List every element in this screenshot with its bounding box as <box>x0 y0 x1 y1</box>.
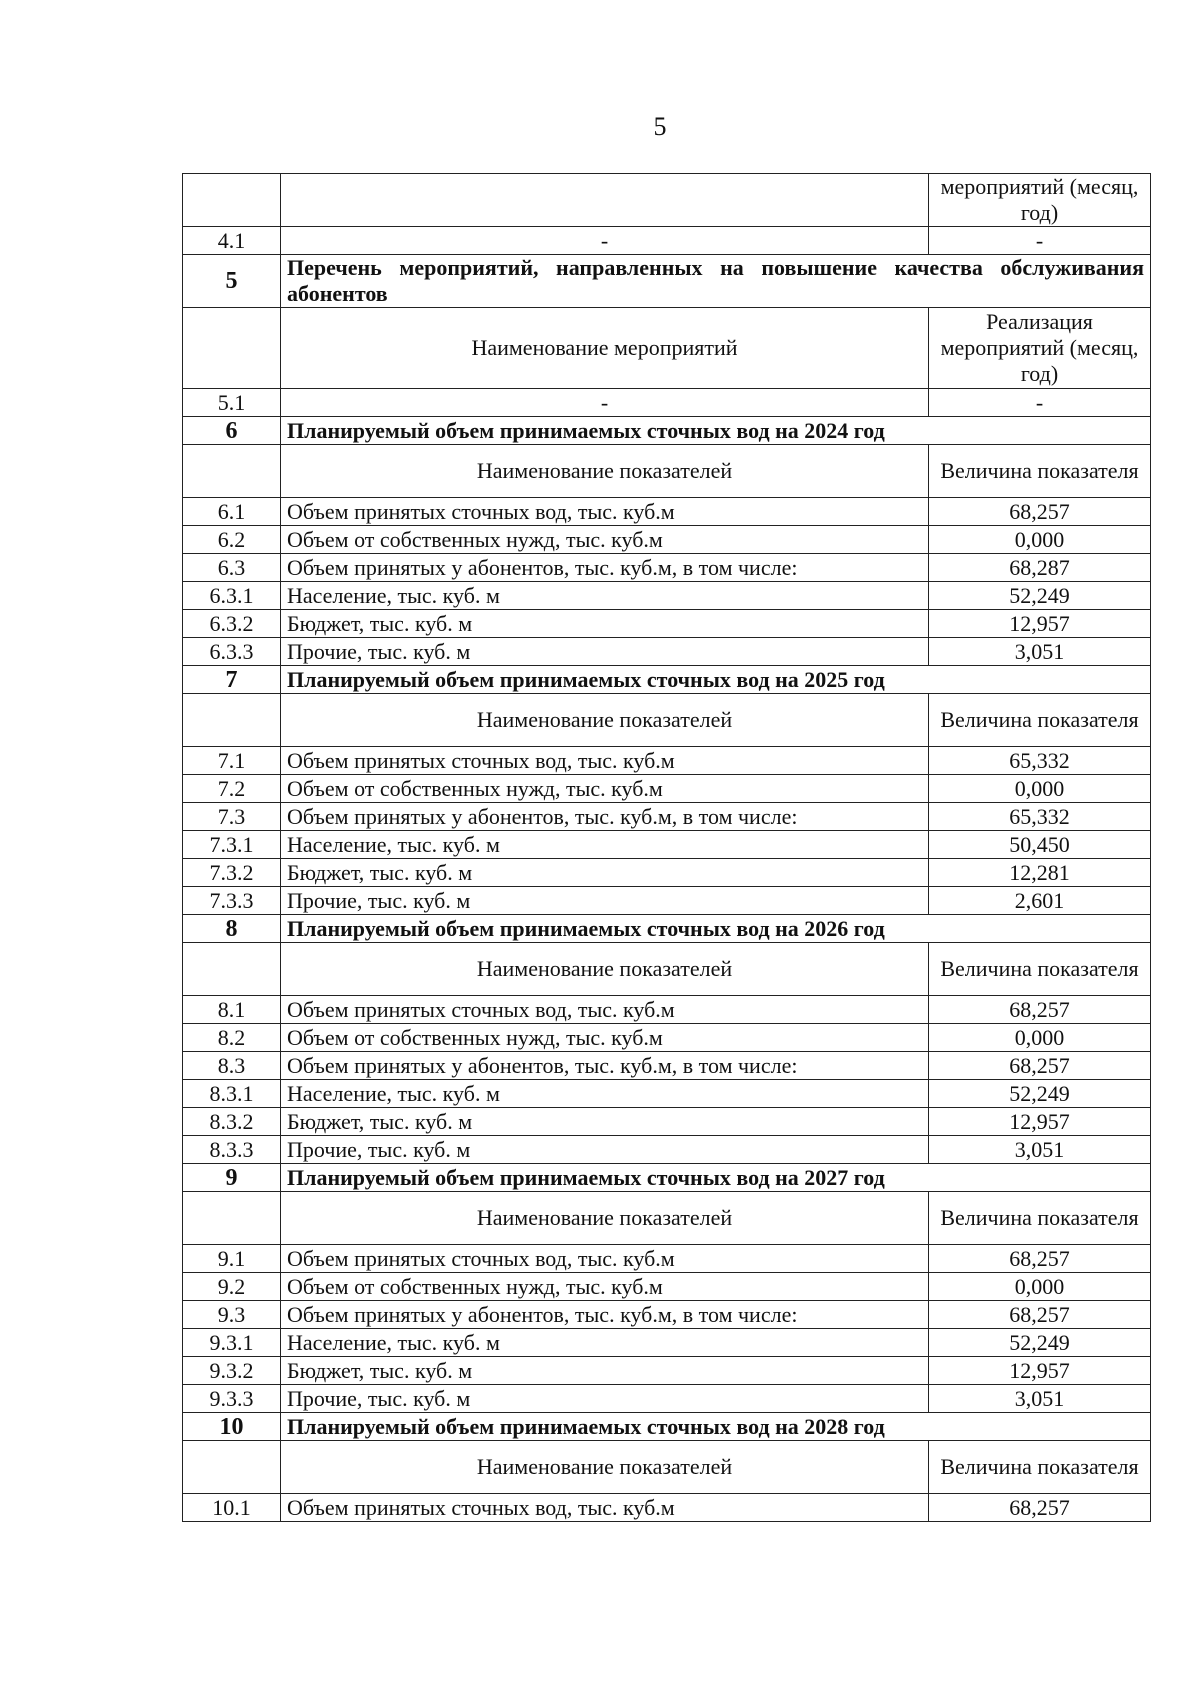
row-number: 8.3 <box>183 1052 281 1080</box>
section-header-row <box>183 1413 1151 1441</box>
column-header-name: Наименование показателей <box>281 445 929 498</box>
row-name: Прочие, тыс. куб. м <box>281 887 929 915</box>
column-header-name: Наименование показателей <box>281 1441 929 1494</box>
section-number: 8 <box>183 915 281 943</box>
row-name: Объем принятых сточных вод, тыс. куб.м <box>281 1245 929 1273</box>
cell-empty <box>183 943 281 996</box>
row-value: 52,249 <box>929 582 1151 610</box>
row-number: 9.3 <box>183 1301 281 1329</box>
row-number: 7.3.3 <box>183 887 281 915</box>
row-number: 7.3.2 <box>183 859 281 887</box>
column-header-row <box>183 1192 1151 1245</box>
table-row <box>183 859 1151 887</box>
row-number: 6.3 <box>183 554 281 582</box>
table-row <box>183 1052 1151 1080</box>
row-number: 7.1 <box>183 747 281 775</box>
table-row <box>183 582 1151 610</box>
row-number: 7.3.1 <box>183 831 281 859</box>
row-value: 68,257 <box>929 1301 1151 1329</box>
cell-empty <box>183 445 281 498</box>
measures-table <box>182 173 1151 1522</box>
row-number: 8.3.1 <box>183 1080 281 1108</box>
table-row <box>183 996 1151 1024</box>
row-number: 9.3.3 <box>183 1385 281 1413</box>
row-name: Объем от собственных нужд, тыс. куб.м <box>281 1024 929 1052</box>
row-number: 9.2 <box>183 1273 281 1301</box>
row-value: 68,257 <box>929 1245 1151 1273</box>
row-value: 3,051 <box>929 1385 1151 1413</box>
row-number: 8.3.3 <box>183 1136 281 1164</box>
column-header-row <box>183 694 1151 747</box>
table-row <box>183 610 1151 638</box>
row-name: Объем принятых сточных вод, тыс. куб.м <box>281 1494 929 1522</box>
row-name: Объем от собственных нужд, тыс. куб.м <box>281 1273 929 1301</box>
row-name: Объем от собственных нужд, тыс. куб.м <box>281 526 929 554</box>
row-number: 5.1 <box>183 389 281 417</box>
row-name: Объем принятых у абонентов, тыс. куб.м, в том числе: <box>281 1052 929 1080</box>
row-number: 9.1 <box>183 1245 281 1273</box>
column-header-name: Наименование показателей <box>281 694 929 747</box>
section-header-row <box>183 666 1151 694</box>
row-value: - <box>929 227 1151 255</box>
row-name: Объем принятых сточных вод, тыс. куб.м <box>281 996 929 1024</box>
row-name: - <box>281 389 929 417</box>
section-title: Планируемый объем принимаемых сточных вод на 2026 год <box>281 915 1151 943</box>
row-value: 0,000 <box>929 1024 1151 1052</box>
row-value: 12,281 <box>929 859 1151 887</box>
row-number: 9.3.2 <box>183 1357 281 1385</box>
table-row <box>183 1136 1151 1164</box>
cell-empty <box>183 308 281 389</box>
row-value: - <box>929 389 1151 417</box>
table-row <box>183 1024 1151 1052</box>
column-header-value: мероприятий (месяц, год) <box>929 174 1151 227</box>
table-body <box>183 174 1151 1522</box>
column-header-value: Величина показателя <box>929 694 1151 747</box>
row-value: 0,000 <box>929 775 1151 803</box>
table-row <box>183 638 1151 666</box>
column-header-row <box>183 943 1151 996</box>
row-number: 6.2 <box>183 526 281 554</box>
section-header-row <box>183 417 1151 445</box>
column-header-value: Величина показателя <box>929 943 1151 996</box>
table-row <box>183 1357 1151 1385</box>
section-number: 9 <box>183 1164 281 1192</box>
row-value: 3,051 <box>929 638 1151 666</box>
row-number: 8.3.2 <box>183 1108 281 1136</box>
row-name: Бюджет, тыс. куб. м <box>281 1108 929 1136</box>
table-row <box>183 526 1151 554</box>
table-row <box>183 1108 1151 1136</box>
cell-empty <box>183 694 281 747</box>
column-header-row <box>183 308 1151 389</box>
page-number: 5 <box>653 112 667 141</box>
row-name: Объем от собственных нужд, тыс. куб.м <box>281 775 929 803</box>
table-row <box>183 1301 1151 1329</box>
row-value: 68,257 <box>929 498 1151 526</box>
cell-empty <box>183 174 281 227</box>
column-header-value: Величина показателя <box>929 1441 1151 1494</box>
row-name: Прочие, тыс. куб. м <box>281 1385 929 1413</box>
table-row <box>183 1273 1151 1301</box>
section-number: 7 <box>183 666 281 694</box>
row-name: Бюджет, тыс. куб. м <box>281 610 929 638</box>
row-number: 6.3.2 <box>183 610 281 638</box>
row-name: Объем принятых сточных вод, тыс. куб.м <box>281 747 929 775</box>
section-title: Планируемый объем принимаемых сточных вод на 2024 год <box>281 417 1151 445</box>
column-header-value: Реализация мероприятий (месяц, год) <box>929 308 1151 389</box>
table-row <box>183 887 1151 915</box>
cell-empty <box>281 174 929 227</box>
row-name: Население, тыс. куб. м <box>281 831 929 859</box>
section-number: 10 <box>183 1413 281 1441</box>
row-value: 52,249 <box>929 1329 1151 1357</box>
row-number: 9.3.1 <box>183 1329 281 1357</box>
column-header-value: Величина показателя <box>929 445 1151 498</box>
column-header-row <box>183 445 1151 498</box>
row-value: 68,257 <box>929 1052 1151 1080</box>
column-header-value: Величина показателя <box>929 1192 1151 1245</box>
row-name: Объем принятых у абонентов, тыс. куб.м, в том числе: <box>281 554 929 582</box>
row-name: Население, тыс. куб. м <box>281 582 929 610</box>
table-row <box>183 1080 1151 1108</box>
table-row <box>183 554 1151 582</box>
row-value: 65,332 <box>929 747 1151 775</box>
section-title: Планируемый объем принимаемых сточных вод на 2027 год <box>281 1164 1151 1192</box>
row-value: 12,957 <box>929 1108 1151 1136</box>
row-number: 6.1 <box>183 498 281 526</box>
table-row <box>183 1385 1151 1413</box>
table-row <box>183 1494 1151 1522</box>
row-value: 68,257 <box>929 996 1151 1024</box>
row-number: 6.3.3 <box>183 638 281 666</box>
row-name: - <box>281 227 929 255</box>
row-name: Население, тыс. куб. м <box>281 1080 929 1108</box>
row-value: 0,000 <box>929 1273 1151 1301</box>
cell-empty <box>183 1441 281 1494</box>
row-number: 8.2 <box>183 1024 281 1052</box>
table-row <box>183 227 1151 255</box>
section-header-row <box>183 915 1151 943</box>
section-number: 6 <box>183 417 281 445</box>
section-header-row <box>183 255 1151 308</box>
row-value: 50,450 <box>929 831 1151 859</box>
cell-empty <box>183 1192 281 1245</box>
row-name: Бюджет, тыс. куб. м <box>281 859 929 887</box>
row-name: Население, тыс. куб. м <box>281 1329 929 1357</box>
row-number: 8.1 <box>183 996 281 1024</box>
table-row <box>183 389 1151 417</box>
row-name: Прочие, тыс. куб. м <box>281 1136 929 1164</box>
table-row <box>183 831 1151 859</box>
row-number: 4.1 <box>183 227 281 255</box>
row-value: 2,601 <box>929 887 1151 915</box>
row-name: Прочие, тыс. куб. м <box>281 638 929 666</box>
column-header-name: Наименование мероприятий <box>281 308 929 389</box>
column-header-name: Наименование показателей <box>281 943 929 996</box>
section-header-row <box>183 1164 1151 1192</box>
row-value: 68,287 <box>929 554 1151 582</box>
row-number: 7.3 <box>183 803 281 831</box>
table-row <box>183 803 1151 831</box>
row-value: 0,000 <box>929 526 1151 554</box>
row-name: Объем принятых у абонентов, тыс. куб.м, в том числе: <box>281 1301 929 1329</box>
row-value: 12,957 <box>929 1357 1151 1385</box>
row-value: 68,257 <box>929 1494 1151 1522</box>
row-value: 52,249 <box>929 1080 1151 1108</box>
table-row <box>183 1329 1151 1357</box>
table-row <box>183 747 1151 775</box>
row-number: 6.3.1 <box>183 582 281 610</box>
table-row <box>183 174 1151 227</box>
table-row <box>183 775 1151 803</box>
section-title: Перечень мероприятий, направленных на повышение качества обслуживания абонентов <box>281 255 1151 308</box>
table-row <box>183 498 1151 526</box>
section-title: Планируемый объем принимаемых сточных вод на 2025 год <box>281 666 1151 694</box>
row-value: 65,332 <box>929 803 1151 831</box>
table-row <box>183 1245 1151 1273</box>
row-number: 10.1 <box>183 1494 281 1522</box>
row-number: 7.2 <box>183 775 281 803</box>
column-header-name: Наименование показателей <box>281 1192 929 1245</box>
row-name: Бюджет, тыс. куб. м <box>281 1357 929 1385</box>
column-header-row <box>183 1441 1151 1494</box>
row-name: Объем принятых сточных вод, тыс. куб.м <box>281 498 929 526</box>
row-value: 3,051 <box>929 1136 1151 1164</box>
section-number: 5 <box>183 255 281 308</box>
section-title: Планируемый объем принимаемых сточных вод на 2028 год <box>281 1413 1151 1441</box>
row-value: 12,957 <box>929 610 1151 638</box>
row-name: Объем принятых у абонентов, тыс. куб.м, в том числе: <box>281 803 929 831</box>
